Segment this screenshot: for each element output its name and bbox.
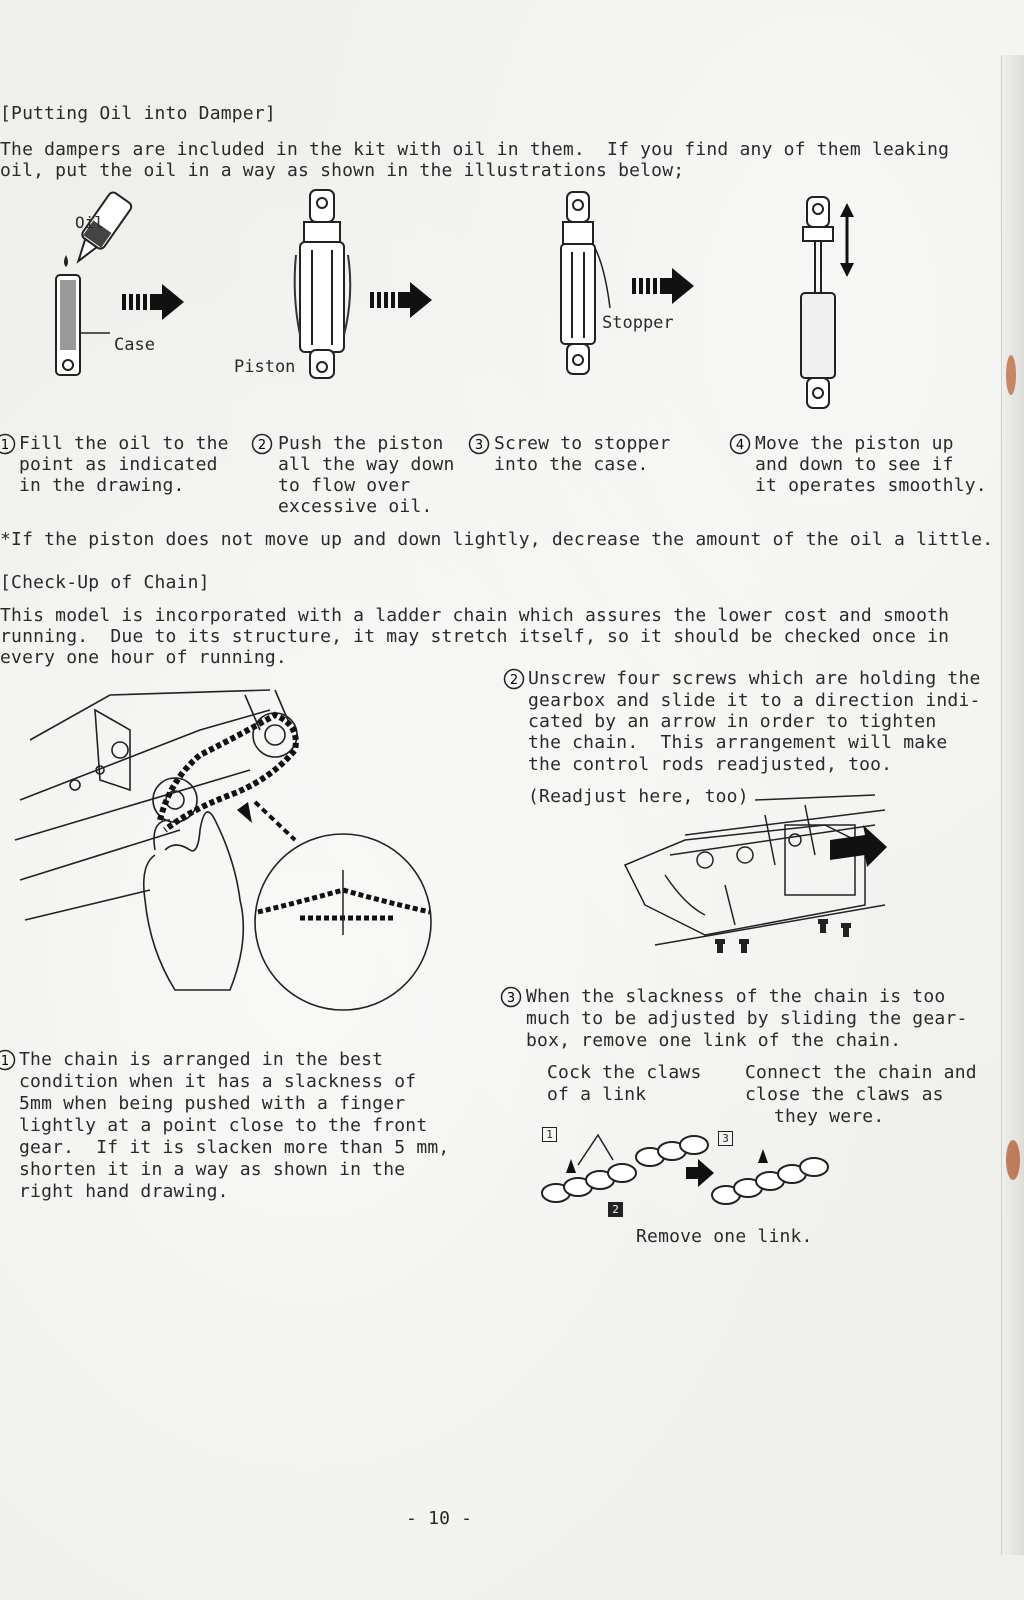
step-text: Screw to stopper [494, 433, 671, 454]
intro-line: oil, put the oil in a way as shown in the illustrations below; [0, 160, 685, 181]
step-text: Unscrew four screws which are holding the [528, 668, 981, 689]
step-text: the control rods readjusted, too. [528, 754, 893, 775]
stopper-label: Stopper [602, 313, 674, 333]
step-box-2: 2 [608, 1202, 623, 1217]
step-number-circle [0, 433, 16, 455]
step-number-circle [503, 668, 525, 690]
section-heading-chain: [Check-Up of Chain] [0, 572, 210, 593]
step-box-1: 1 [542, 1127, 557, 1142]
svg-text:3: 3 [474, 438, 484, 453]
link-removal-illustration [538, 1125, 848, 1225]
case-label: Case [114, 335, 155, 355]
intro-line: This model is incorporated with a ladder chain which assures the lower cost and smooth [0, 605, 950, 626]
step-box-3: 3 [718, 1131, 733, 1146]
right-arrow-icon [370, 280, 432, 320]
damper-extended-illustration [795, 195, 865, 415]
connect-chain-label: Connect the chain and [745, 1062, 977, 1083]
step-text: box, remove one link of the chain. [526, 1030, 902, 1051]
step-text: in the drawing. [19, 475, 185, 496]
page-number: - 10 - [406, 1508, 473, 1529]
intro-line: The dampers are included in the kit with oil in them. If you find any of them leaking [0, 139, 950, 160]
gearbox-illustration [625, 795, 895, 970]
step-text: it operates smoothly. [755, 475, 987, 496]
step-text: the chain. This arrangement will make [528, 732, 948, 753]
step-text: condition when it has a slackness of [19, 1071, 417, 1092]
step-text: The chain is arranged in the best [19, 1049, 384, 1070]
step-text: into the case. [494, 454, 649, 475]
chain-check-illustration [0, 690, 445, 1015]
step-number-circle [500, 986, 522, 1008]
section-heading-damper: [Putting Oil into Damper] [0, 103, 276, 124]
page-edge [1001, 55, 1024, 1555]
svg-text:1: 1 [0, 438, 10, 453]
step-text: Move the piston up [755, 433, 954, 454]
remove-link-label: Remove one link. [636, 1226, 813, 1247]
piston-label: Piston [234, 357, 296, 377]
right-arrow-icon [122, 282, 184, 322]
connect-chain-label: close the claws as [745, 1084, 944, 1105]
connect-chain-label: they were. [774, 1106, 885, 1127]
svg-text:4: 4 [735, 438, 745, 453]
step-text: Push the piston [278, 433, 444, 454]
readjust-label: (Readjust here, too) [528, 786, 749, 807]
step-text: 5mm when being pushed with a finger [19, 1093, 406, 1114]
svg-text:2: 2 [509, 673, 519, 688]
step-text: much to be adjusted by sliding the gear- [526, 1008, 968, 1029]
stain-mark [1006, 1140, 1020, 1180]
step-text: and down to see if [755, 454, 954, 475]
step-text: gearbox and slide it to a direction indi- [528, 690, 981, 711]
piston-push-illustration [290, 185, 360, 385]
step-text: to flow over [278, 475, 411, 496]
step-text: all the way down [278, 454, 455, 475]
step-number-circle [0, 1049, 16, 1071]
step-text: point as indicated [19, 454, 218, 475]
svg-text:2: 2 [257, 438, 267, 453]
step-number-circle [729, 433, 751, 455]
svg-text:3: 3 [506, 991, 516, 1006]
step-text: Fill the oil to the [19, 433, 229, 454]
intro-line: running. Due to its structure, it may stretch itself, so it should be checked once in [0, 626, 950, 647]
step-text: lightly at a point close to the front [19, 1115, 428, 1136]
cock-claws-label: Cock the claws [547, 1062, 702, 1083]
oil-label: Oil [75, 213, 104, 232]
right-arrow-icon [632, 266, 694, 306]
step-text: shorten it in a way as shown in the [19, 1159, 406, 1180]
intro-line: every one hour of running. [0, 647, 287, 668]
step-text: gear. If it is slacken more than 5 mm, [19, 1137, 450, 1158]
cock-claws-label: of a link [547, 1084, 647, 1105]
step-text: excessive oil. [278, 496, 433, 517]
oil-note: *If the piston does not move up and down lightly, decrease the amount of the oil a little. [0, 529, 994, 550]
svg-text:1: 1 [0, 1054, 10, 1069]
stopper-illustration [555, 188, 615, 378]
step-text: right hand drawing. [19, 1181, 229, 1202]
step-text: When the slackness of the chain is too [526, 986, 946, 1007]
step-text: cated by an arrow in order to tighten [528, 711, 937, 732]
stain-mark [1006, 355, 1016, 395]
step-number-circle [468, 433, 490, 455]
step-number-circle [251, 433, 273, 455]
